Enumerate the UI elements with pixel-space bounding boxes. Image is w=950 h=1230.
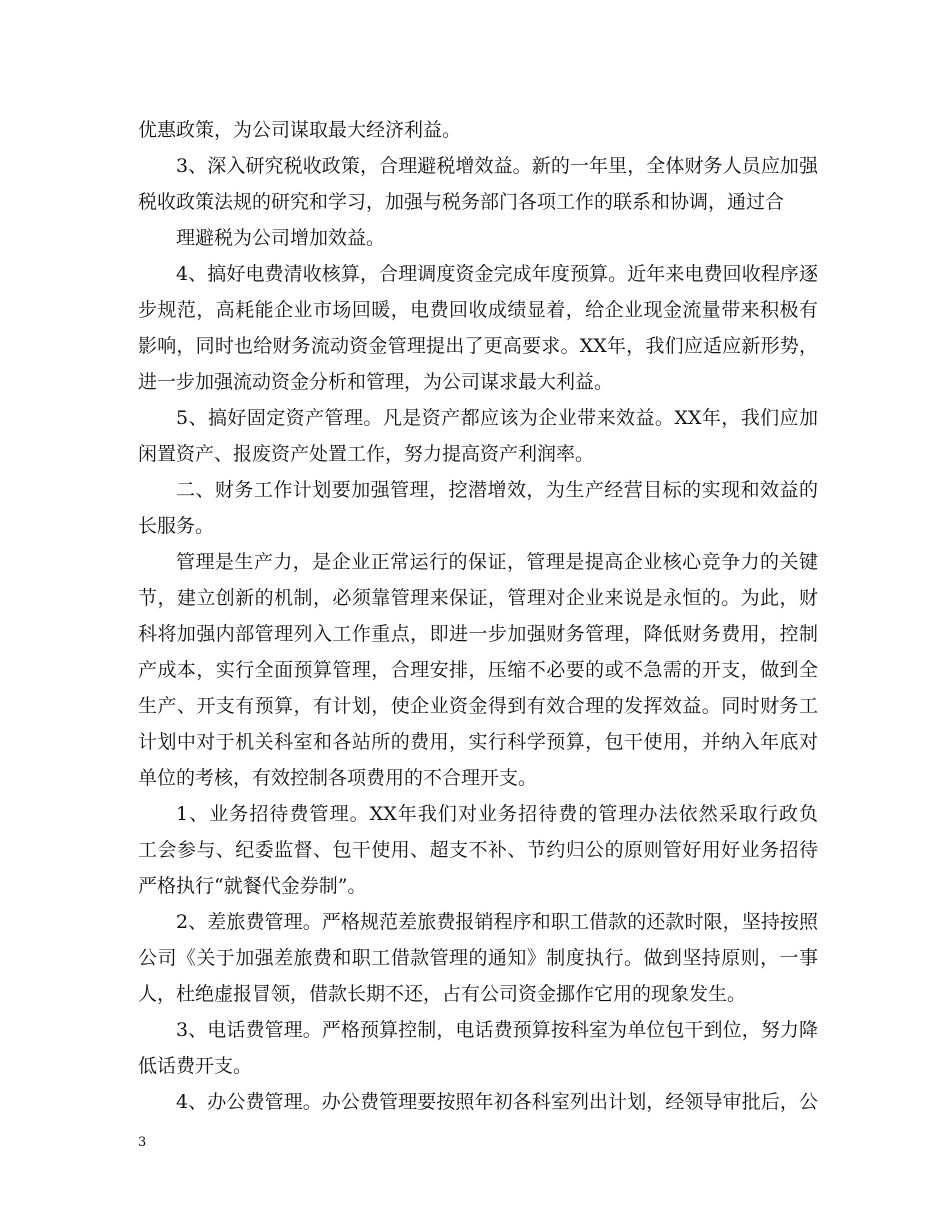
text-line: 5、搞好固定资产管理。凡是资产都应该为企业带来效益。XX年，我们应加 xyxy=(176,407,818,429)
text-line: 步规范，高耗能企业市场回暖，电费回收成绩显着，给企业现金流量带来积极有 xyxy=(138,299,818,321)
text-line: 科将加强内部管理列入工作重点，即进一步加强财务管理，降低财务费用，控制 xyxy=(138,623,818,645)
text-line: 4、搞好电费清收核算，合理调度资金完成年度预算。近年来电费回收程序逐 xyxy=(176,263,818,285)
text-line: 税收政策法规的研究和学习，加强与税务部门各项工作的联系和协调，通过合 xyxy=(138,191,785,213)
text-line: 生产、开支有预算，有计划，使企业资金得到有效合理的发挥效益。同时财务工 xyxy=(138,695,818,717)
text-line: 1、业务招待费管理。XX年我们对业务招待费的管理办法依然采取行政负 xyxy=(176,803,818,825)
text-line: 闲置资产、报废资产处置工作，努力提高资产利润率。 xyxy=(138,443,595,465)
text-line: 单位的考核，有效控制各项费用的不合理开支。 xyxy=(138,767,538,789)
text-line: 管理是生产力，是企业正常运行的保证，管理是提高企业核心竞争力的关键 xyxy=(176,551,818,573)
text-line: 人，杜绝虚报冒领，借款长期不还，占有公司资金挪作它用的现象发生。 xyxy=(138,983,747,1005)
page-number: 3 xyxy=(138,1135,147,1150)
text-line: 低话费开支。 xyxy=(138,1055,253,1077)
text-line: 节，建立创新的机制，必须靠管理来保证，管理对企业来说是永恒的。为此，财 xyxy=(138,587,818,609)
text-line: 工会参与、纪委监督、包干使用、超支不补、节约归公的原则管好用好业务招待 xyxy=(138,839,818,861)
text-line: 公司《关于加强差旅费和职工借款管理的通知》制度执行。做到坚持原则，一事 xyxy=(138,947,818,969)
text-line: 3、电话费管理。严格预算控制，电话费预算按科室为单位包干到位，努力降 xyxy=(176,1019,818,1041)
text-line: 二、财务工作计划要加强管理，挖潜增效，为生产经营目标的实现和效益的 xyxy=(176,479,818,501)
text-line: 理避税为公司增加效益。 xyxy=(176,227,386,249)
text-line: 计划中对于机关科室和各站所的费用，实行科学预算，包干使用，并纳入年底对 xyxy=(138,731,818,753)
text-line: 严格执行“就餐代金券制”。 xyxy=(138,875,367,897)
text-line: 影响，同时也给财务流动资金管理提出了更高要求。XX年，我们应适应新形势， xyxy=(138,335,818,357)
text-line: 3、深入研究税收政策，合理避税增效益。新的一年里，全体财务人员应加强 xyxy=(176,155,818,177)
text-line: 进一步加强流动资金分析和管理，为公司谋求最大利益。 xyxy=(138,371,614,393)
text-line: 产成本，实行全面预算管理，合理安排，压缩不必要的或不急需的开支，做到全 xyxy=(138,659,818,681)
text-line: 2、差旅费管理。严格规范差旅费报销程序和职工借款的还款时限，坚持按照 xyxy=(176,911,818,933)
text-line: 长服务。 xyxy=(138,515,215,537)
text-line: 4、办公费管理。办公费管理要按照年初各科室列出计划，经领导审批后，公 xyxy=(176,1091,818,1113)
text-line: 优惠政策，为公司谋取最大经济利益。 xyxy=(138,119,462,141)
